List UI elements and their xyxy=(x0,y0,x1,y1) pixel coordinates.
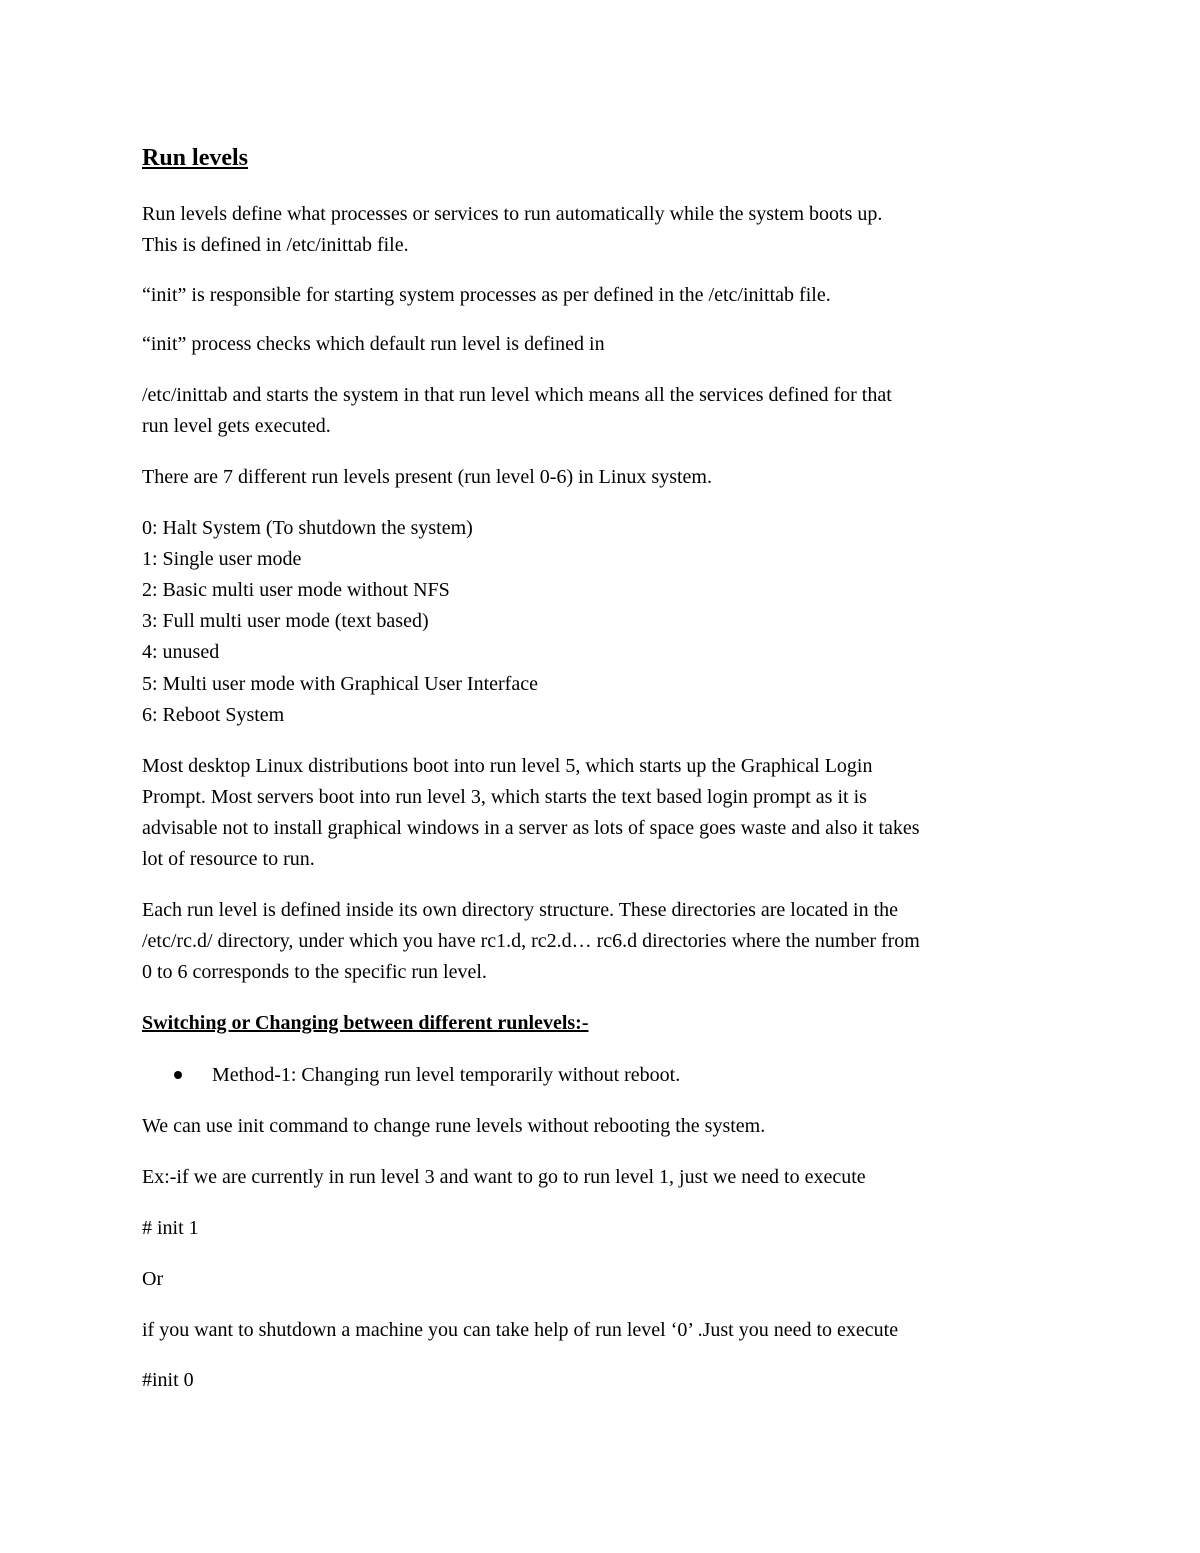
inittab-line-2: run level gets executed. xyxy=(142,415,331,437)
intro-line-2: This is defined in /etc/inittab file. xyxy=(142,234,409,256)
command-init-0: #init 0 xyxy=(142,1369,194,1391)
init-checks-paragraph: “init” process checks which default run level is defined in xyxy=(142,333,605,355)
run-level-item: 1: Single user mode xyxy=(142,548,302,570)
desktop-line-4: lot of resource to run. xyxy=(142,848,315,870)
run-level-item: 3: Full multi user mode (text based) xyxy=(142,610,429,632)
command-init-1: # init 1 xyxy=(142,1217,199,1239)
run-level-item: 4: unused xyxy=(142,641,220,663)
inittab-line-1: /etc/inittab and starts the system in that run level which means all the services defined for that xyxy=(142,384,892,406)
or-label: Or xyxy=(142,1268,164,1290)
directory-line-1: Each run level is defined inside its own directory structure. These directories are located in the xyxy=(142,899,899,921)
desktop-line-2: Prompt. Most servers boot into run level 3, which starts the text based login prompt as it is xyxy=(142,786,867,808)
bullet-dot-icon xyxy=(174,1071,182,1079)
switching-heading: Switching or Changing between different runlevels:- xyxy=(142,1012,589,1034)
directory-line-2: /etc/rc.d/ directory, under which you have rc1.d, rc2.d… rc6.d directories where the number from xyxy=(142,930,920,952)
page-title: Run levels xyxy=(142,145,249,171)
seven-levels-paragraph: There are 7 different run levels present (run level 0-6) in Linux system. xyxy=(142,466,712,488)
shutdown-note: if you want to shutdown a machine you can take help of run level ‘0’ .Just you need to execute xyxy=(142,1319,899,1341)
run-level-item: 6: Reboot System xyxy=(142,704,285,726)
directory-line-3: 0 to 6 corresponds to the specific run level. xyxy=(142,961,487,983)
desktop-line-1: Most desktop Linux distributions boot into run level 5, which starts up the Graphical Login xyxy=(142,755,873,777)
init-responsible-paragraph: “init” is responsible for starting system processes as per defined in the /etc/inittab file. xyxy=(142,284,831,306)
init-command-paragraph: We can use init command to change rune levels without rebooting the system. xyxy=(142,1115,766,1137)
run-level-item: 5: Multi user mode with Graphical User Interface xyxy=(142,673,538,695)
example-paragraph: Ex:-if we are currently in run level 3 and want to go to run level 1, just we need to execute xyxy=(142,1166,866,1188)
run-level-item: 2: Basic multi user mode without NFS xyxy=(142,579,450,601)
desktop-line-3: advisable not to install graphical windows in a server as lots of space goes waste and also it takes xyxy=(142,817,920,839)
intro-line-1: Run levels define what processes or services to run automatically while the system boots up. xyxy=(142,203,883,225)
run-level-item: 0: Halt System (To shutdown the system) xyxy=(142,517,473,539)
method-1-item: Method-1: Changing run level temporarily without reboot. xyxy=(212,1064,681,1086)
